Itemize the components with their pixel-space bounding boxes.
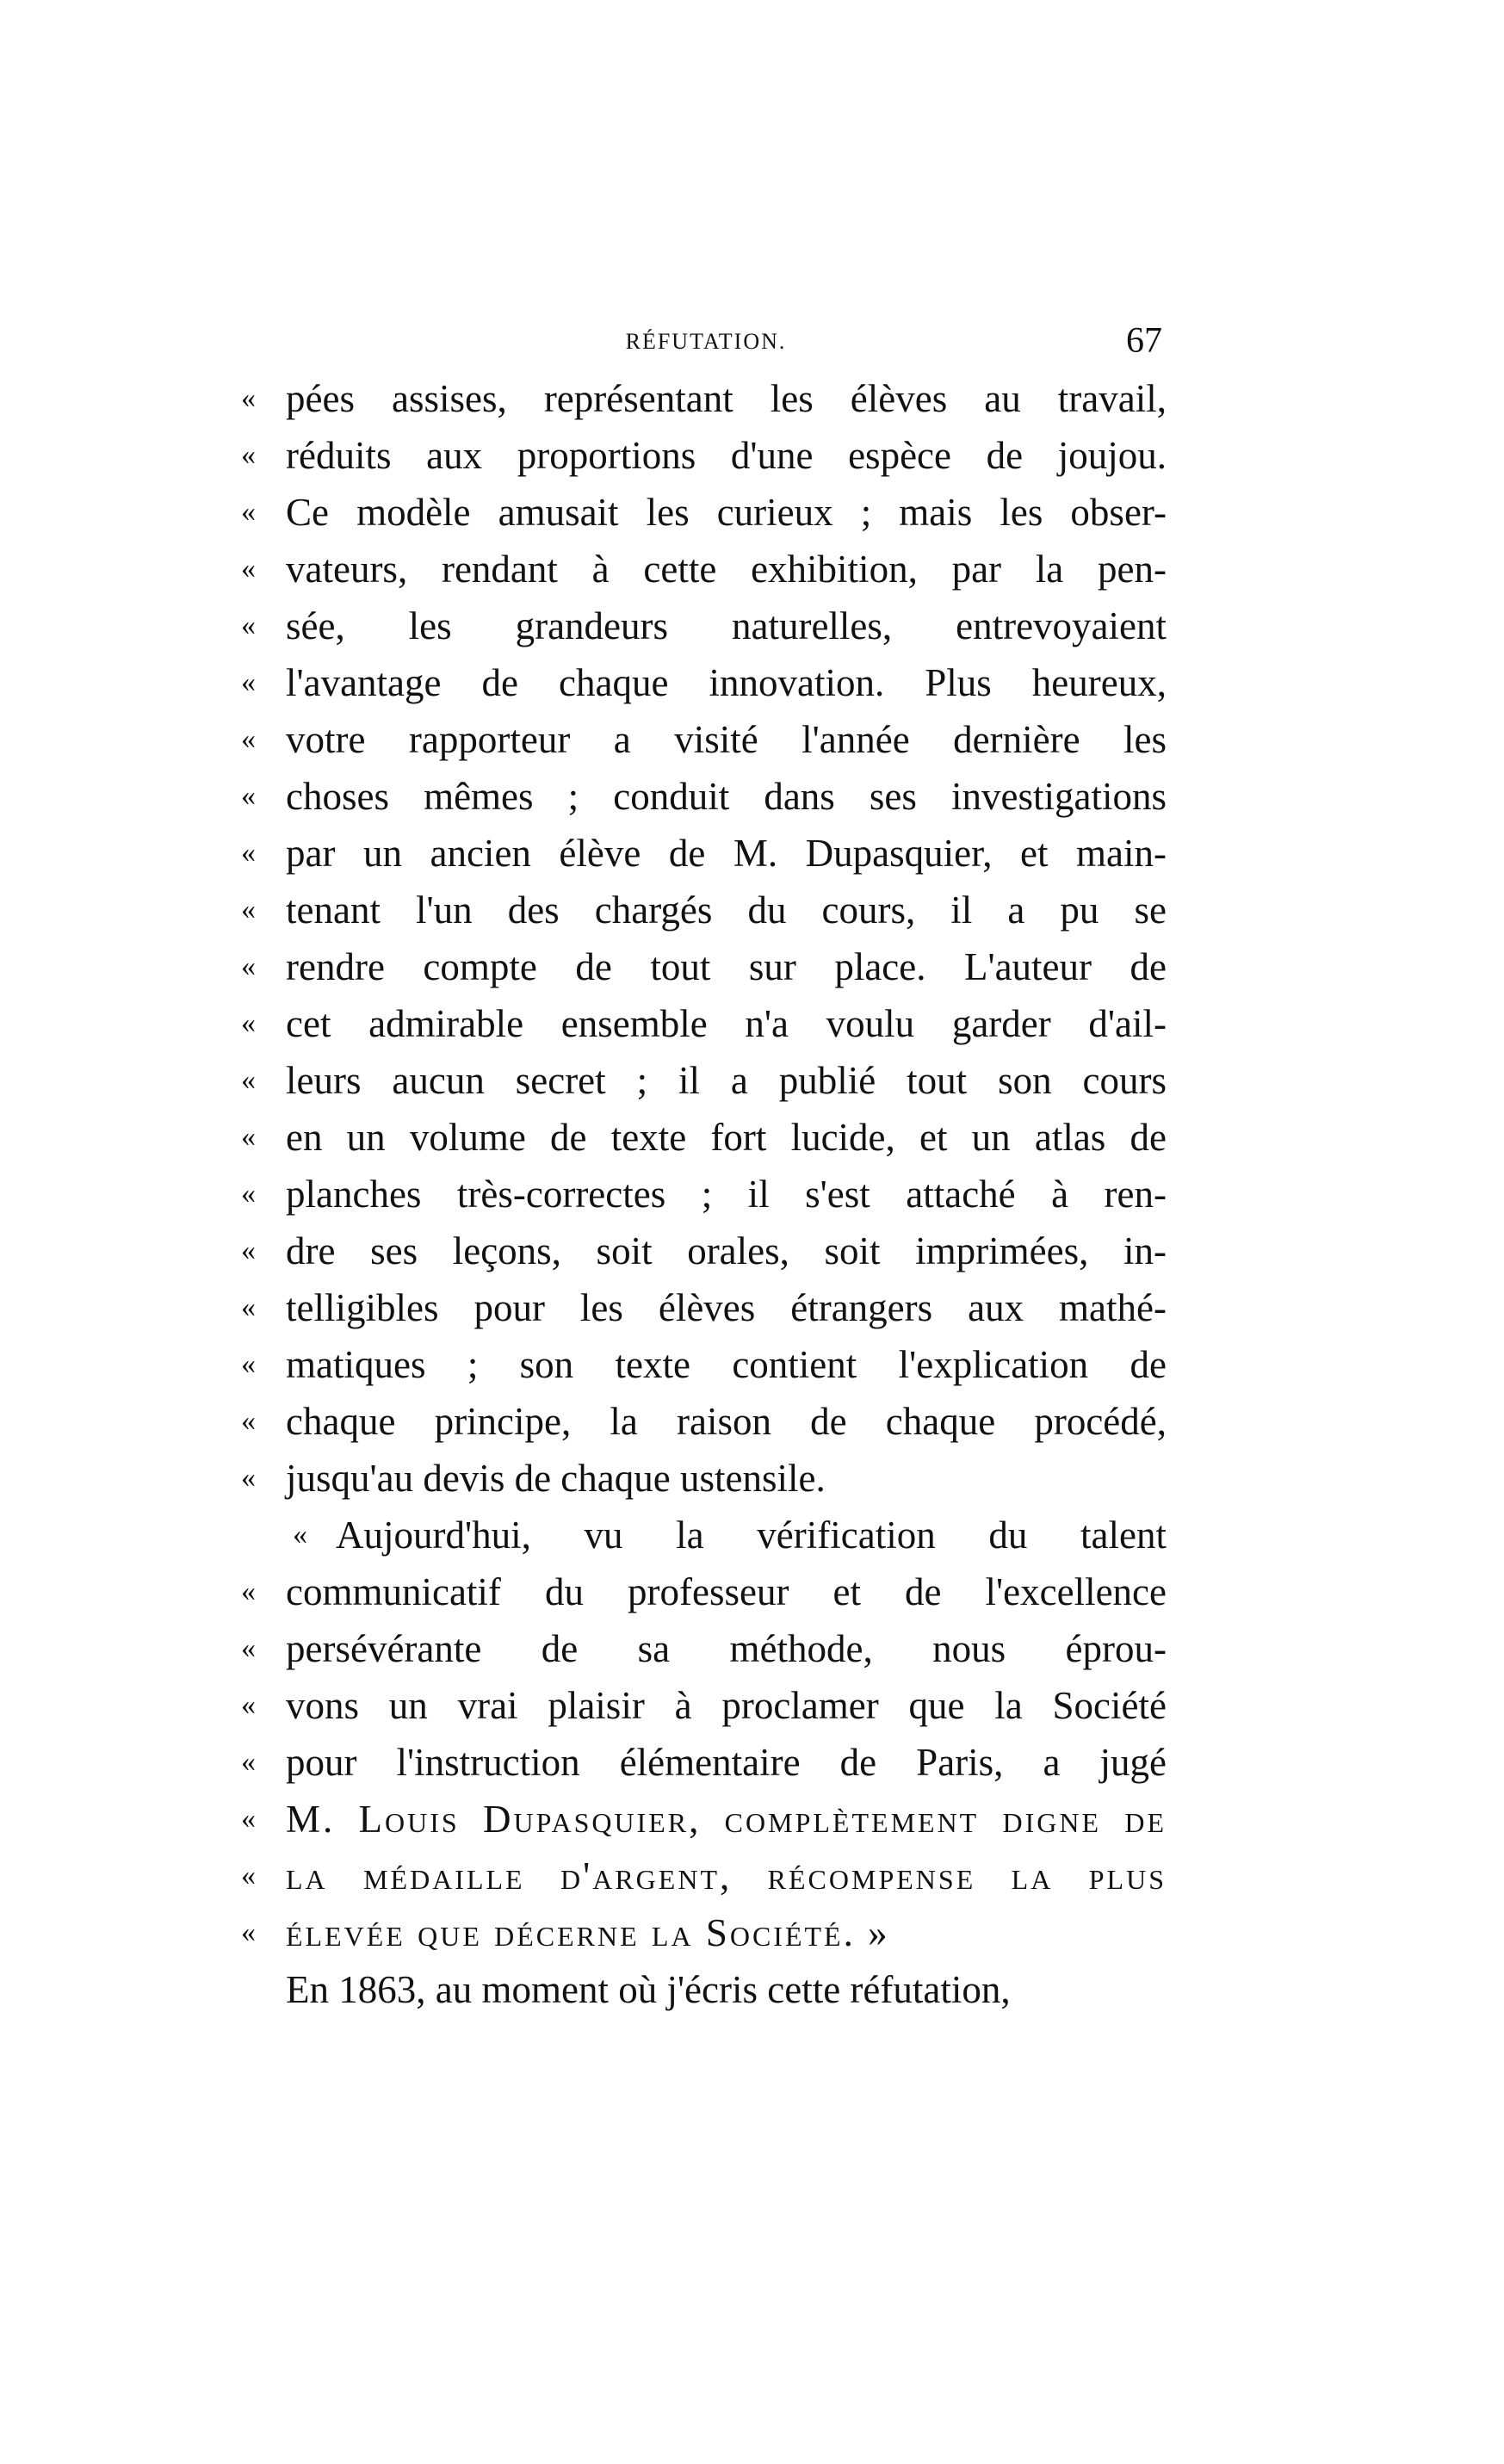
text-line <box>241 1166 1167 1223</box>
quote-mark: « <box>241 666 256 698</box>
text-line <box>241 768 1167 825</box>
quote-mark: « <box>241 1576 256 1607</box>
text-line <box>241 1620 1167 1677</box>
quote-mark: « <box>241 1121 256 1153</box>
quote-mark: « <box>241 1007 256 1039</box>
text-line <box>241 541 1167 597</box>
quote-mark: « <box>241 439 256 471</box>
text-line <box>241 1279 1167 1336</box>
quote-mark: « <box>241 1064 256 1096</box>
text-line <box>241 1507 1167 1563</box>
line-text: Aujourd'hui, vu la vérification du talent <box>336 1514 1167 1557</box>
line-text: dre ses leçons, soit orales, soit imprimées, in- <box>286 1229 1167 1272</box>
quote-mark: « <box>241 1746 256 1778</box>
text-line <box>241 1734 1167 1791</box>
quote-mark: « <box>241 1348 256 1380</box>
line-text: communicatif du professeur et de l'excellence <box>286 1570 1167 1613</box>
line-text: cet admirable ensemble n'a voulu garder d'ail- <box>286 1002 1167 1045</box>
text-line <box>241 711 1167 768</box>
quote-mark: « <box>241 1916 256 1948</box>
line-text: réduits aux proportions d'une espèce de joujou. <box>286 434 1167 477</box>
quote-mark: « <box>241 1235 256 1266</box>
text-line <box>241 825 1167 882</box>
quote-mark: « <box>241 894 256 926</box>
line-text: planches très-correctes ; il s'est attaché à ren- <box>286 1173 1167 1216</box>
quote-mark: « <box>241 1632 256 1664</box>
quote-mark: « <box>241 837 256 869</box>
text-line <box>241 1336 1167 1393</box>
line-text: tenant l'un des chargés du cours, il a pu se <box>286 888 1167 932</box>
text-line <box>241 1961 1167 2018</box>
line-text: par un ancien élève de M. Dupasquier, et main- <box>286 832 1167 875</box>
text-line <box>241 1450 1167 1507</box>
quote-mark: « <box>241 382 256 414</box>
line-text: M. Louis Dupasquier, complètement digne de <box>286 1798 1167 1841</box>
line-text: élevée que décerne la Société. » <box>286 1911 890 1954</box>
quote-mark: « <box>241 1178 256 1210</box>
page-number: 67 <box>1126 321 1162 361</box>
text-line <box>241 882 1167 938</box>
line-text: l'avantage de chaque innovation. Plus heureux, <box>286 661 1167 704</box>
running-head <box>250 320 1162 363</box>
line-text: choses mêmes ; conduit dans ses investigations <box>286 775 1167 818</box>
quote-mark: « <box>241 1291 256 1323</box>
quote-mark: « <box>241 1860 256 1891</box>
text-line <box>241 1791 1167 1848</box>
quote-mark: « <box>241 1405 256 1437</box>
line-text: jusqu'au devis de chaque ustensile. <box>286 1457 826 1500</box>
line-text: leurs aucun secret ; il a publié tout son cours <box>286 1059 1167 1102</box>
text-line <box>241 427 1167 484</box>
text-line <box>241 1393 1167 1450</box>
line-text: telligibles pour les élèves étrangers aux mathé- <box>286 1286 1167 1329</box>
text-line <box>241 1563 1167 1620</box>
line-text: rendre compte de tout sur place. L'auteur de <box>286 945 1167 988</box>
line-text: vateurs, rendant à cette exhibition, par la pen- <box>286 548 1167 591</box>
quote-mark: « <box>241 1689 256 1721</box>
quote-mark: « <box>241 610 256 641</box>
line-text: chaque principe, la raison de chaque procédé, <box>286 1400 1167 1443</box>
text-line <box>241 597 1167 654</box>
line-text: en un volume de texte fort lucide, et un atlas de <box>286 1116 1167 1159</box>
quote-mark: « <box>241 1462 256 1494</box>
text-line <box>241 995 1167 1052</box>
quote-mark: « <box>241 780 256 812</box>
line-text: pées assises, représentant les élèves au travail, <box>286 377 1167 420</box>
line-text: Ce modèle amusait les curieux ; mais les obser- <box>286 491 1167 534</box>
text-line <box>241 1904 1167 1961</box>
quote-mark: « <box>241 723 256 755</box>
text-line <box>241 1052 1167 1109</box>
body-text <box>241 370 1167 2018</box>
line-text: votre rapporteur a visité l'année dernière les <box>286 718 1167 761</box>
text-line <box>241 1109 1167 1166</box>
running-title: RÉFUTATION. <box>625 329 787 354</box>
line-text: matiques ; son texte contient l'explication de <box>286 1343 1167 1386</box>
quote-mark: « <box>241 950 256 982</box>
line-text: persévérante de sa méthode, nous éprou- <box>286 1627 1167 1670</box>
line-text: En 1863, au moment où j'écris cette réfutation, <box>286 1968 1011 2011</box>
text-line <box>241 484 1167 541</box>
text-line <box>241 1223 1167 1279</box>
line-text: sée, les grandeurs naturelles, entrevoyaient <box>286 604 1167 647</box>
quote-mark: « <box>293 1519 307 1551</box>
text-line <box>241 938 1167 995</box>
quote-mark: « <box>241 1803 256 1835</box>
text-line <box>241 1848 1167 1904</box>
quote-mark: « <box>241 553 256 585</box>
text-line <box>241 1677 1167 1734</box>
line-text: pour l'instruction élémentaire de Paris, a jugé <box>286 1741 1167 1784</box>
quote-mark: « <box>241 496 256 528</box>
line-text: vons un vrai plaisir à proclamer que la Société <box>286 1684 1167 1727</box>
text-line <box>241 654 1167 711</box>
text-line <box>241 370 1167 427</box>
line-text: la médaille d'argent, récompense la plus <box>286 1854 1167 1898</box>
